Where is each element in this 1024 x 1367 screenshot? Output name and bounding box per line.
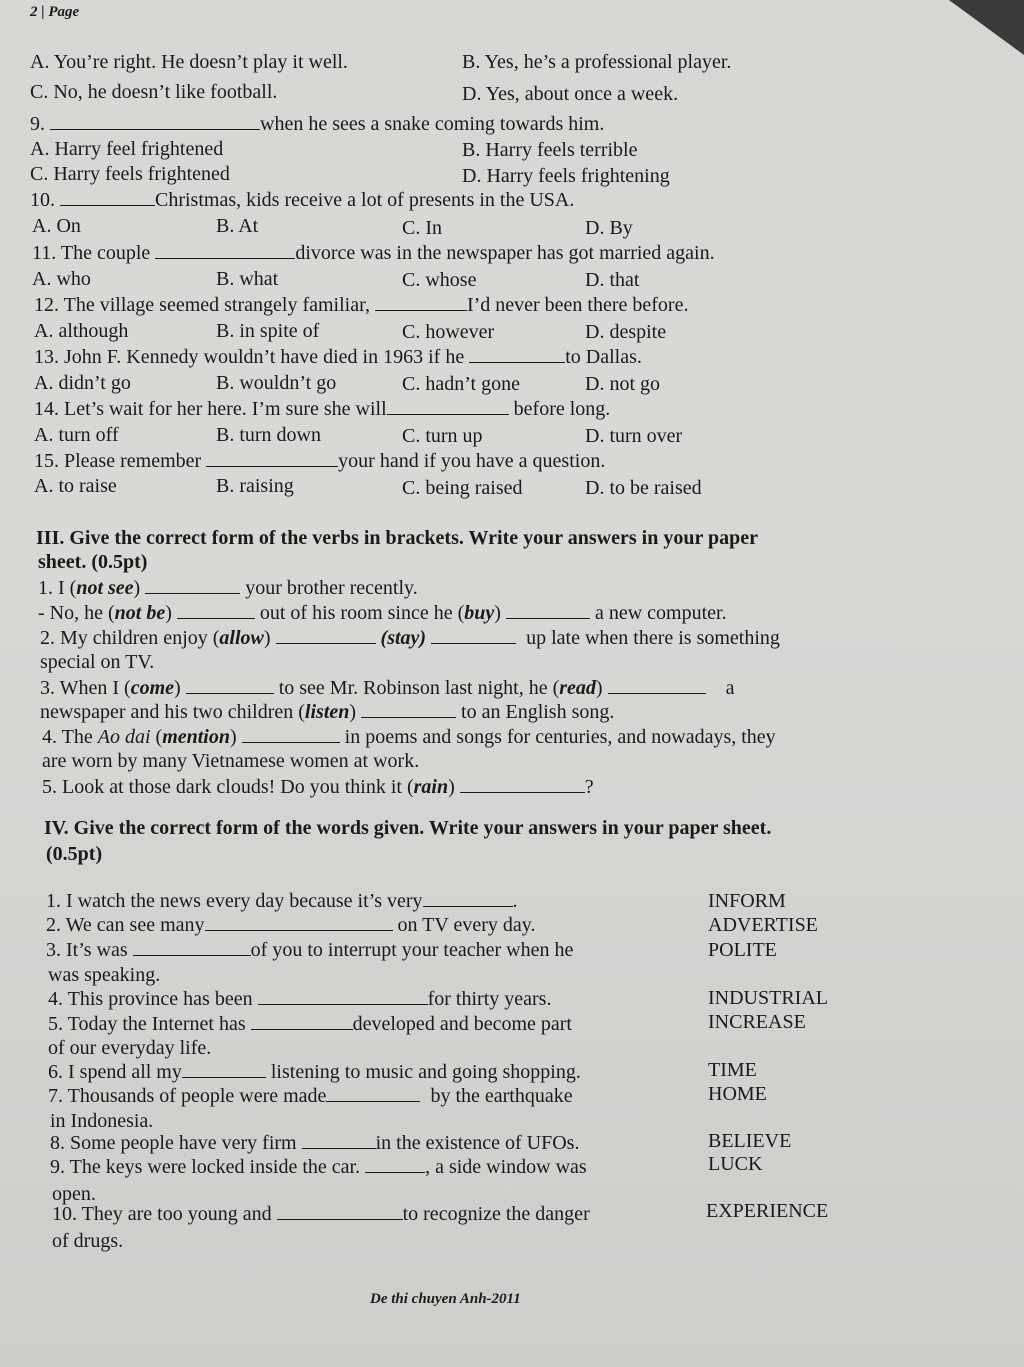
q8-option-a: A. You’re right. He doesn’t play it well. — [30, 51, 348, 73]
word-cue-2: ADVERTISE — [708, 914, 818, 936]
verb-question-4: 4. The Ao dai (mention) in poems and songs for centuries, and nowadays, they — [42, 726, 776, 748]
q10-option-b: B. At — [216, 215, 259, 237]
word-cue-9: LUCK — [708, 1153, 763, 1175]
verb-question-3-cont: newspaper and his two children (listen) to an English song. — [40, 701, 615, 723]
word-question-5-cont: of our everyday life. — [48, 1037, 212, 1059]
q9-option-b: B. Harry feels terrible — [462, 139, 638, 161]
word-cue-3: POLITE — [708, 939, 777, 961]
q15-option-a: A. to raise — [34, 475, 117, 497]
q15-option-b: B. raising — [216, 475, 294, 497]
word-question-10-cont: of drugs. — [52, 1230, 124, 1252]
q11-option-d: D. that — [585, 269, 640, 291]
word-cue-6: TIME — [708, 1059, 757, 1081]
word-question-5: 5. Today the Internet has developed and become part — [48, 1013, 572, 1035]
word-cue-1: INFORM — [708, 890, 786, 912]
verb-question-2: 2. My children enjoy (allow) (stay) up late when there is something — [40, 627, 780, 649]
verb-question-2-cont: special on TV. — [40, 651, 155, 673]
q12-option-d: D. despite — [585, 321, 667, 343]
q15-option-c: C. being raised — [402, 477, 523, 499]
word-cue-10: EXPERIENCE — [706, 1200, 829, 1222]
q13-option-c: C. hadn’t gone — [402, 373, 520, 395]
page-footer: De thi chuyen Anh-2011 — [370, 1291, 521, 1307]
q11-option-c: C. whose — [402, 269, 477, 291]
word-cue-4: INDUSTRIAL — [708, 987, 828, 1009]
q12-option-c: C. however — [402, 321, 495, 343]
verb-question-4-cont: are worn by many Vietnamese women at work. — [42, 750, 420, 772]
word-question-6: 6. I spend all my listening to music and going shopping. — [48, 1061, 581, 1083]
q15-stem: 15. Please remember your hand if you have a question. — [34, 450, 606, 472]
q14-option-a: A. turn off — [34, 424, 119, 446]
q11-stem: 11. The couple divorce was in the newspaper has got married again. — [32, 242, 715, 264]
section-3-title-line1: III. Give the correct form of the verbs in brackets. Write your answers in your paper — [36, 527, 758, 549]
word-cue-5: INCREASE — [708, 1011, 806, 1033]
word-question-8: 8. Some people have very firm in the existence of UFOs. — [50, 1132, 580, 1154]
q12-stem: 12. The village seemed strangely familiar, I’d never been there before. — [34, 294, 689, 316]
verb-question-1a: 1. I (not see) your brother recently. — [38, 577, 418, 599]
section-4-title-line1: IV. Give the correct form of the words given. Write your answers in your paper sheet. — [44, 817, 772, 839]
verb-question-1b: - No, he (not be) out of his room since he (buy) a new computer. — [38, 602, 727, 624]
q8-option-b: B. Yes, he’s a professional player. — [462, 51, 732, 73]
verb-question-5: 5. Look at those dark clouds! Do you think it (rain) ? — [42, 776, 594, 798]
q11-option-b: B. what — [216, 268, 279, 290]
q12-option-b: B. in spite of — [216, 320, 320, 342]
q15-option-d: D. to be raised — [585, 477, 702, 499]
page-header: 2 | Page — [30, 4, 80, 20]
word-question-3-cont: was speaking. — [48, 964, 161, 986]
q10-option-c: C. In — [402, 217, 442, 239]
page-corner-shadow — [949, 0, 1024, 55]
word-cue-7: HOME — [708, 1083, 767, 1105]
q14-stem: 14. Let’s wait for her here. I’m sure she will before long. — [34, 398, 611, 420]
q9-option-a: A. Harry feel frightened — [30, 138, 224, 160]
q13-stem: 13. John F. Kennedy wouldn’t have died in 1963 if he to Dallas. — [34, 346, 642, 368]
q12-option-a: A. although — [34, 320, 129, 342]
q13-option-a: A. didn’t go — [34, 372, 131, 394]
section-4-title-line2: (0.5pt) — [46, 843, 103, 865]
q10-option-a: A. On — [32, 215, 81, 237]
q10-option-d: D. By — [585, 217, 633, 239]
q9-option-d: D. Harry feels frightening — [462, 165, 670, 187]
word-question-3: 3. It’s was of you to interrupt your teacher when he — [46, 939, 574, 961]
word-cue-8: BELIEVE — [708, 1130, 792, 1152]
verb-question-3: 3. When I (come) to see Mr. Robinson last night, he (read) a — [40, 677, 735, 699]
q13-option-d: D. not go — [585, 373, 660, 395]
word-question-7-cont: in Indonesia. — [50, 1110, 154, 1132]
word-question-1: 1. I watch the news every day because it’s very . — [46, 890, 518, 912]
page-label: Page — [48, 4, 80, 20]
q8-option-c: C. No, he doesn’t like football. — [30, 81, 278, 103]
q13-option-b: B. wouldn’t go — [216, 372, 337, 394]
word-question-7: 7. Thousands of people were made by the earthquake — [48, 1085, 573, 1107]
section-3-title-line2: sheet. (0.5pt) — [38, 551, 148, 573]
q14-option-b: B. turn down — [216, 424, 321, 446]
q14-option-d: D. turn over — [585, 425, 683, 447]
q14-option-c: C. turn up — [402, 425, 483, 447]
page-number: 2 — [30, 4, 38, 20]
q9-option-c: C. Harry feels frightened — [30, 163, 230, 185]
word-question-10: 10. They are too young and to recognize the danger — [52, 1203, 590, 1225]
q10-stem: 10. Christmas, kids receive a lot of presents in the USA. — [30, 189, 575, 211]
word-question-9-cont: open. — [52, 1183, 96, 1205]
word-question-4: 4. This province has been for thirty years. — [48, 988, 552, 1010]
word-question-9: 9. The keys were locked inside the car. , a side window was — [50, 1156, 587, 1178]
q9-stem: 9. when he sees a snake coming towards him. — [30, 113, 605, 135]
q11-option-a: A. who — [32, 268, 91, 290]
word-question-2: 2. We can see many on TV every day. — [46, 914, 536, 936]
q8-option-d: D. Yes, about once a week. — [462, 83, 679, 105]
